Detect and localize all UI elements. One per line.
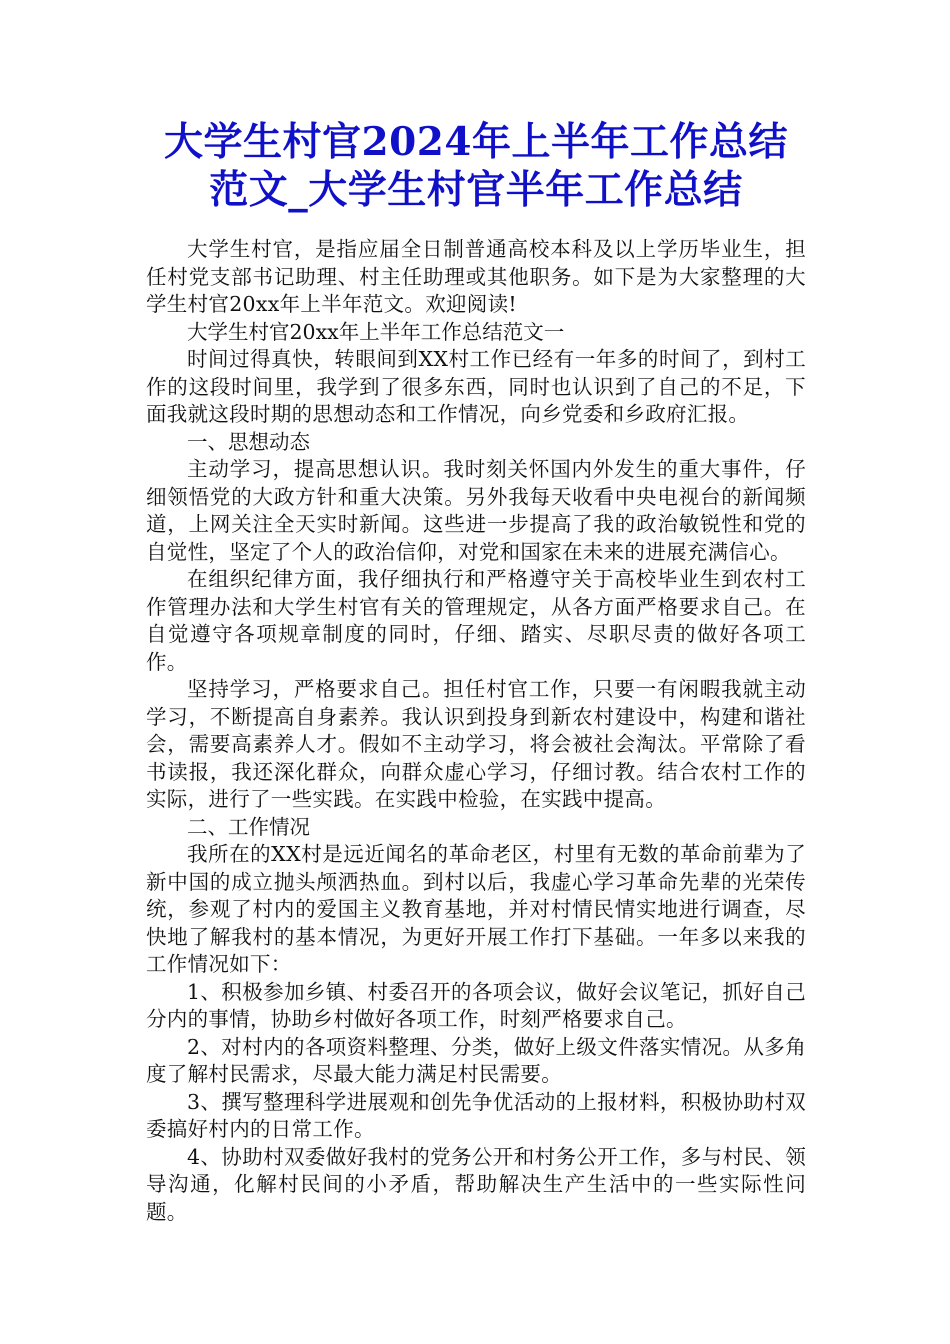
list-item-3: 3、撰写整理科学进展观和创先争优活动的上报材料，积极协助村双委搞好村内的日常工作。: [146, 1089, 806, 1141]
list-item-1: 1、积极参加乡镇、村委召开的各项会议，做好会议笔记，抓好自己分内的事情，协助乡村做好各项工作，时刻严格要求自己。: [146, 979, 806, 1031]
sample-heading: 大学生村官20xx年上半年工作总结范文一: [187, 319, 565, 344]
body-paragraph: 坚持学习，严格要求自己。担任村官工作，只要一有闲暇我就主动学习，不断提高自身素养。我认识到投身到新农村建设中，构建和谐社会，需要高素养人才。假如不主动学习，将会被社会淘汰。平常除了看书读报，我还深化群众，向群众虚心学习，仔细讨教。结合农村工作的实际，进行了一些实践。在实践中检验，在实践中提高。: [146, 677, 806, 811]
body-paragraph: 主动学习，提高思想认识。我时刻关怀国内外发生的重大事件，仔细领悟党的大政方针和重大决策。另外我每天收看中央电视台的新闻频道，上网关注全天实时新闻。这些进一步提高了我的政治敏锐性和党的自觉性，坚定了个人的政治信仰，对党和国家在未来的进展充满信心。: [146, 457, 806, 564]
body-paragraph: 时间过得真快，转眼间到XX村工作已经有一年多的时间了，到村工作的这段时间里，我学到了很多东西，同时也认识到了自己的不足，下面我就这段时期的思想动态和工作情况，向乡党委和乡政府汇报。: [146, 347, 806, 426]
section-heading-thoughts: 一、思想动态: [187, 429, 310, 454]
document-page: [146, 118, 806, 1226]
list-item-2: 2、对村内的各项资料整理、分类，做好上级文件落实情况。从多角度了解村民需求，尽最大能力满足村民需要。: [146, 1034, 806, 1086]
intro-paragraph: 大学生村官，是指应届全日制普通高校本科及以上学历毕业生，担任村党支部书记助理、村主任助理或其他职务。如下是为大家整理的大学生村官20xx年上半年范文。欢迎阅读!: [146, 237, 806, 316]
body-paragraph: 我所在的XX村是远近闻名的革命老区，村里有无数的革命前辈为了新中国的成立抛头颅洒热血。到村以后，我虚心学习革命先辈的光荣传统，参观了村内的爱国主义教育基地，并对村情民情实地进行调查，尽快地了解我村的基本情况，为更好开展工作打下基础。一年多以来我的工作情况如下：: [146, 842, 806, 976]
document-title: [146, 118, 806, 214]
title-line-1: 大学生村官2024年上半年工作总结: [163, 119, 789, 165]
title-line-2: 范文_大学生村官半年工作总结: [209, 167, 743, 213]
section-heading-work: 二、工作情况: [187, 814, 310, 839]
list-item-4: 4、协助村双委做好我村的党务公开和村务公开工作，多与村民、领导沟通，化解村民间的小矛盾，帮助解决生产生活中的一些实际性问题。: [146, 1144, 806, 1224]
body-paragraph: 在组织纪律方面，我仔细执行和严格遵守关于高校毕业生到农村工作管理办法和大学生村官有关的管理规定，从各方面严格要求自己。在自觉遵守各项规章制度的同时，仔细、踏实、尽职尽责的做好各项工作。: [146, 567, 806, 674]
